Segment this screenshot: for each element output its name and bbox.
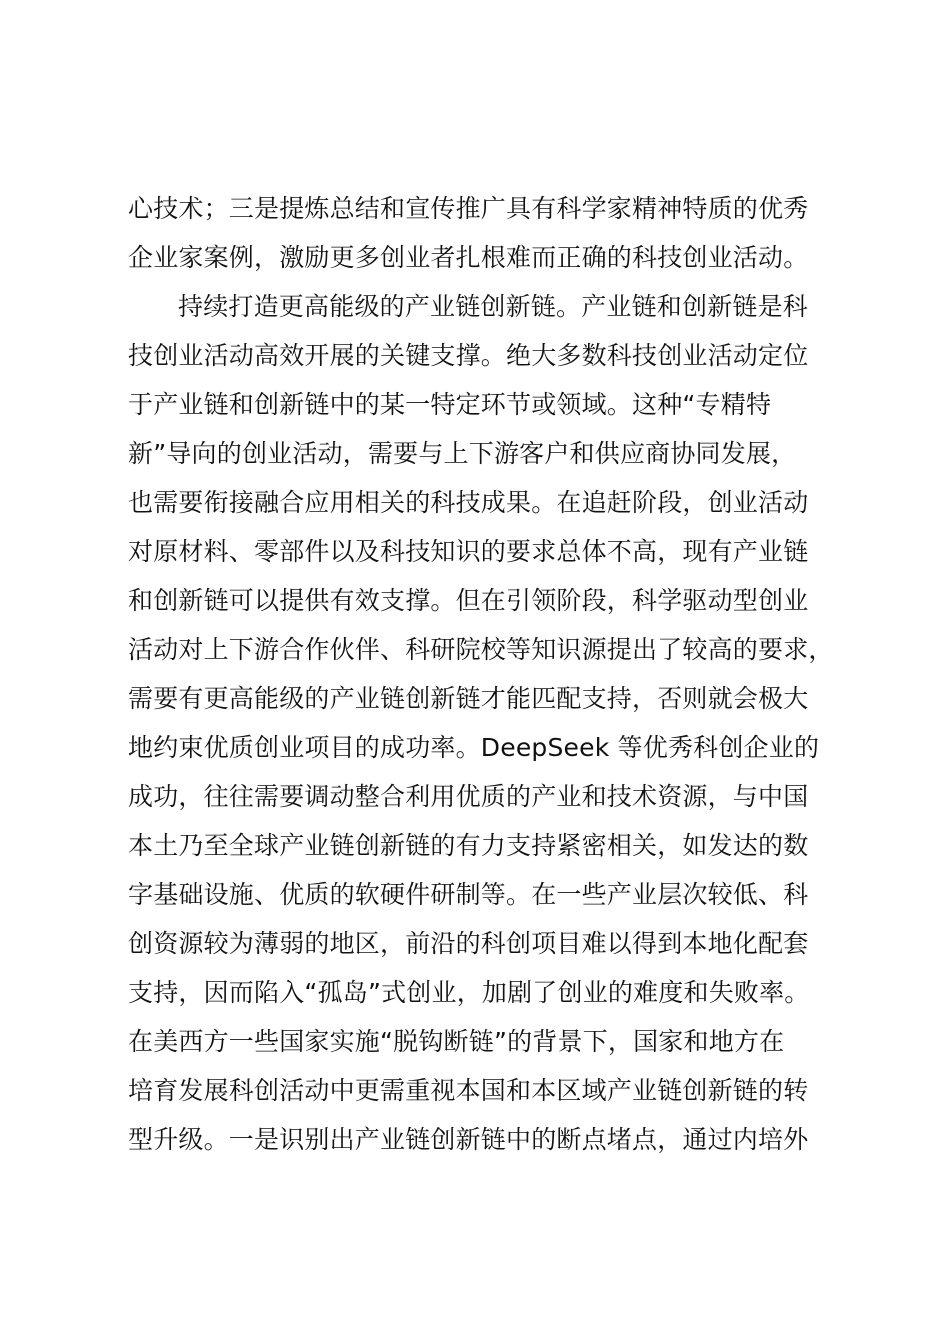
text-line: 成功，往往需要调动整合利用优质的产业和技术资源，与中国 xyxy=(128,782,809,811)
text-line: 于产业链和创新链中的某一特定环节或领域。这种“专精特 xyxy=(128,390,772,419)
text-line: 培育发展科创活动中更需重视本国和本区域产业链创新链的转 xyxy=(128,1076,809,1105)
text-line: 地约束优质创业项目的成功率。DeepSeek 等优秀科创企业的 xyxy=(128,733,820,762)
text-line: 型升级。一是识别出产业链创新链中的断点堵点，通过内培外 xyxy=(128,1125,809,1154)
text-line: 企业家案例，激励更多创业者扎根难而正确的科技创业活动。 xyxy=(128,243,809,272)
text-line: 新”导向的创业活动，需要与上下游客户和供应商协同发展， xyxy=(128,439,797,468)
text-line: 活动对上下游合作伙伴、科研院校等知识源提出了较高的要求， xyxy=(128,635,834,664)
text-line: 在美西方一些国家实施“脱钩断链”的背景下，国家和地方在 xyxy=(128,1027,785,1056)
text-line: 技创业活动高效开展的关键支撑。绝大多数科技创业活动定位 xyxy=(128,341,809,370)
text-line: 支持，因而陷入“孤岛”式创业，加剧了创业的难度和失败率。 xyxy=(128,978,810,1007)
text-line: 需要有更高能级的产业链创新链才能匹配支持，否则就会极大 xyxy=(128,684,809,713)
text-line: 创资源较为薄弱的地区，前沿的科创项目难以得到本地化配套 xyxy=(128,929,809,958)
text-line: 对原材料、零部件以及科技知识的要求总体不高，现有产业链 xyxy=(128,537,809,566)
text-line: 本土乃至全球产业链创新链的有力支持紧密相关，如发达的数 xyxy=(128,831,809,860)
text-line: 也需要衔接融合应用相关的科技成果。在追赶阶段，创业活动 xyxy=(128,488,809,517)
text-line: 心技术；三是提炼总结和宣传推广具有科学家精神特质的优秀 xyxy=(128,194,809,223)
text-line: 字基础设施、优质的软硬件研制等。在一些产业层次较低、科 xyxy=(128,880,809,909)
paragraph-start-line: 持续打造更高能级的产业链创新链。产业链和创新链是科 xyxy=(178,292,809,321)
body-text xyxy=(128,184,848,1164)
text-line: 和创新链可以提供有效支撑。但在引领阶段，科学驱动型创业 xyxy=(128,586,809,615)
